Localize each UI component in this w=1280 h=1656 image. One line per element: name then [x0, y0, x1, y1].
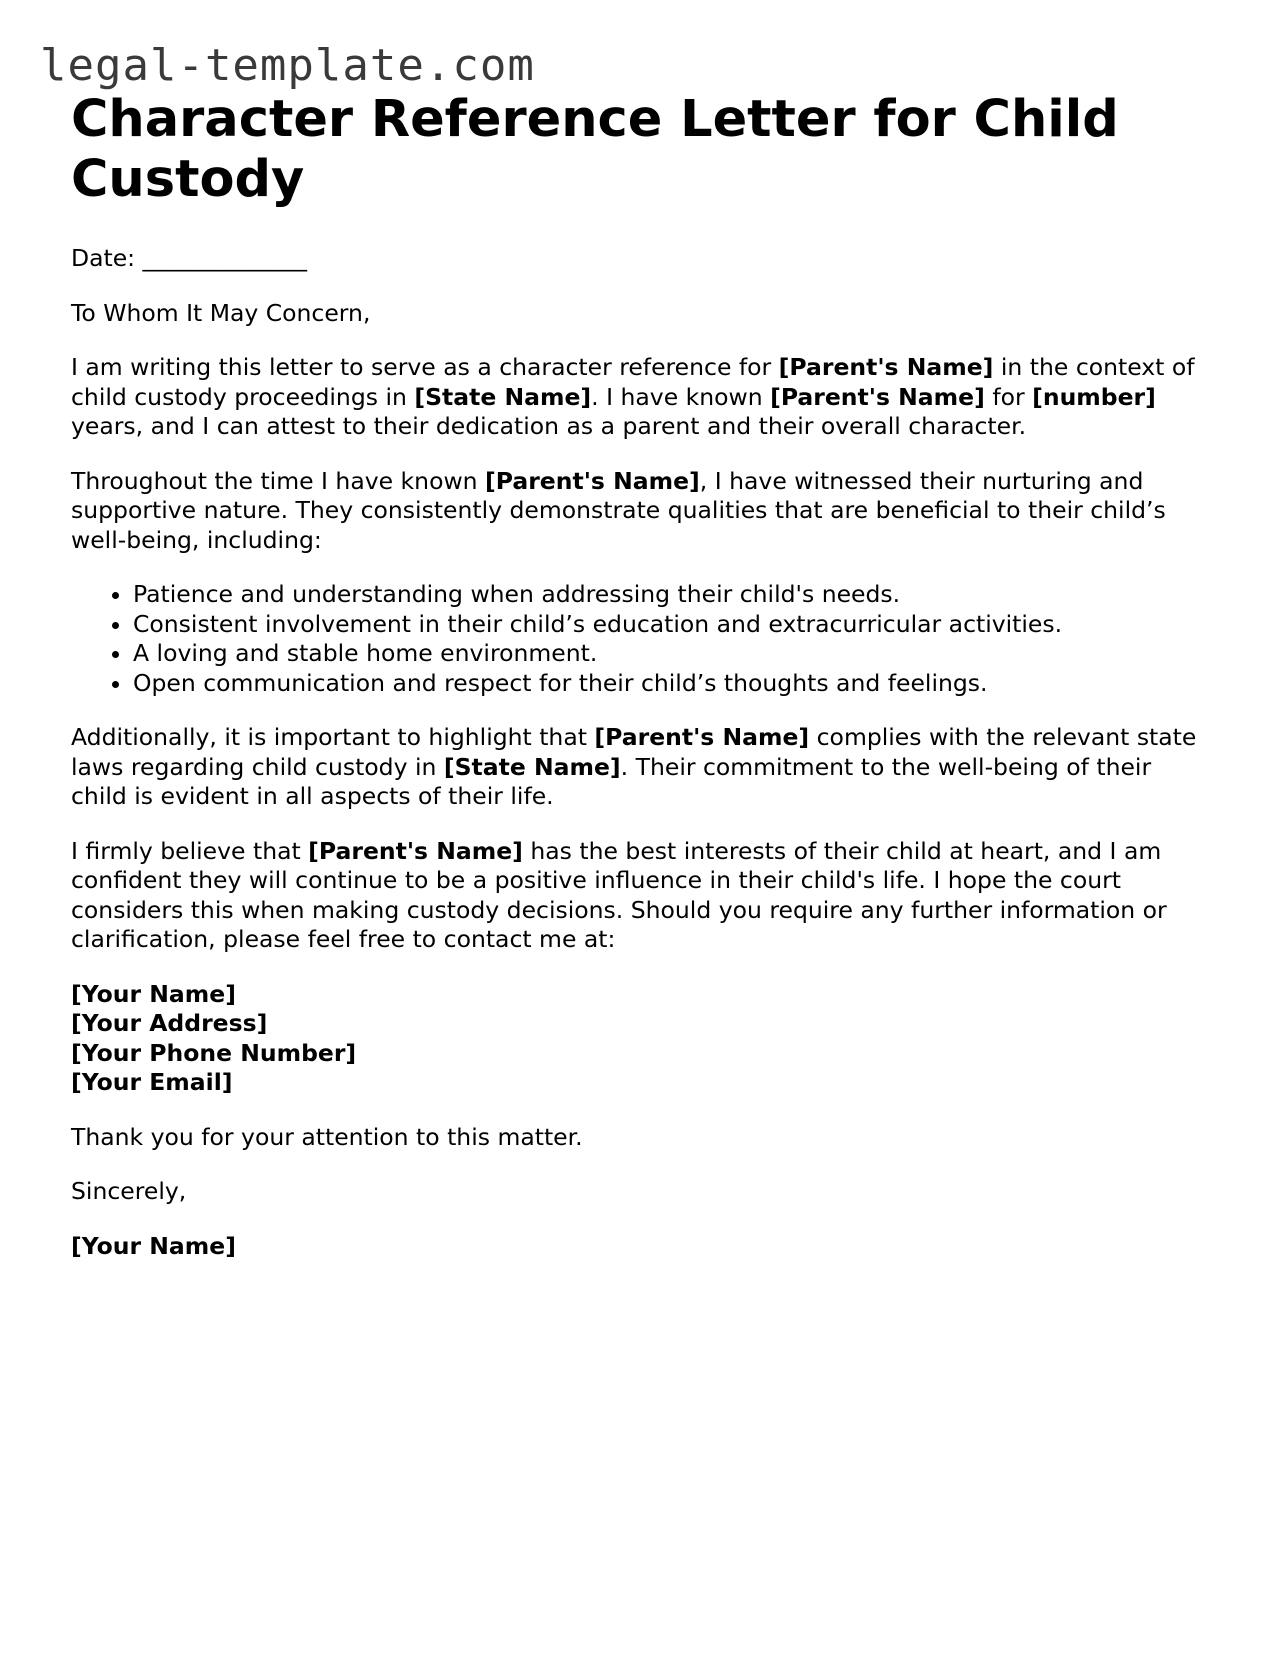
letter-document: [71, 90, 1211, 1286]
watermark-text: legal-template.com: [40, 40, 535, 91]
qualities-intro-text: Throughout the time I have known: [71, 466, 486, 495]
signature-name: [71, 1232, 1211, 1262]
parent-name-placeholder: [Parent's Name]: [485, 466, 700, 495]
parent-name-placeholder: [Parent's Name]: [778, 353, 994, 381]
closing-line: Sincerely,: [71, 1177, 187, 1205]
qualities-list: [71, 580, 1211, 698]
thanks-line: Thank you for your attention to this matter.: [71, 1122, 583, 1151]
compliance-text: . Their commitment to the well-being of their child is evident in all aspects of their life.: [71, 752, 1152, 810]
list-item: • A loving and stable home environment.: [133, 639, 1211, 669]
state-name-placeholder: [State Name]: [414, 382, 592, 411]
compliance-paragraph: [71, 723, 1211, 812]
letter-title: Character Reference Letter for Child Custody: [71, 90, 1119, 209]
number-placeholder: [number]: [1032, 382, 1156, 411]
compliance-text: Additionally, it is important to highlight that: [71, 723, 595, 751]
list-item: • Open communication and respect for their child’s thoughts and feelings.: [133, 669, 1211, 699]
your-address-placeholder: [Your Address]: [71, 1009, 268, 1037]
parent-name-placeholder: [Parent's Name]: [594, 723, 810, 751]
intro-text: I am writing this letter to serve as a character reference for: [71, 353, 779, 381]
belief-paragraph: [71, 837, 1211, 955]
your-name-placeholder: [Your Name]: [71, 979, 236, 1008]
salutation: To Whom It May Concern,: [71, 298, 371, 327]
your-phone-placeholder: [Your Phone Number]: [71, 1038, 357, 1067]
intro-text: for: [984, 382, 1033, 411]
contact-block: [71, 980, 1211, 1098]
list-item: • Consistent involvement in their child’s education and extracurricular activities.: [133, 610, 1211, 640]
signature-placeholder: [Your Name]: [71, 1231, 236, 1260]
intro-paragraph: [71, 353, 1211, 442]
compliance-text: complies with the relevant state laws regarding child custody in: [71, 723, 1197, 781]
belief-text: has the best interests of their child at heart, and I am confident they will continue to be a positive influence in their child's life. I hope the court considers this when making custody decisions. Should you require any further information or clarification, please feel free to contact me at:: [71, 836, 1167, 953]
belief-text: I firmly believe that: [71, 836, 309, 865]
qualities-intro-paragraph: [71, 467, 1211, 556]
qualities-intro-text: , I have witnessed their nurturing and supportive nature. They consistently demonstrate qualities that are beneficial to their child’s well-being, including:: [71, 466, 1166, 554]
date-line: Date: ______________: [71, 244, 308, 272]
list-item: • Patience and understanding when addressing their child's needs.: [133, 580, 1211, 610]
parent-name-placeholder: [Parent's Name]: [770, 382, 985, 411]
parent-name-placeholder: [Parent's Name]: [308, 836, 523, 865]
state-name-placeholder: [State Name]: [443, 752, 621, 781]
intro-text: in the context of child custody proceedings in: [71, 353, 1195, 411]
your-email-placeholder: [Your Email]: [71, 1068, 233, 1096]
intro-text: years, and I can attest to their dedication as a parent and their overall character.: [71, 412, 1027, 440]
intro-text: . I have known: [591, 382, 771, 411]
